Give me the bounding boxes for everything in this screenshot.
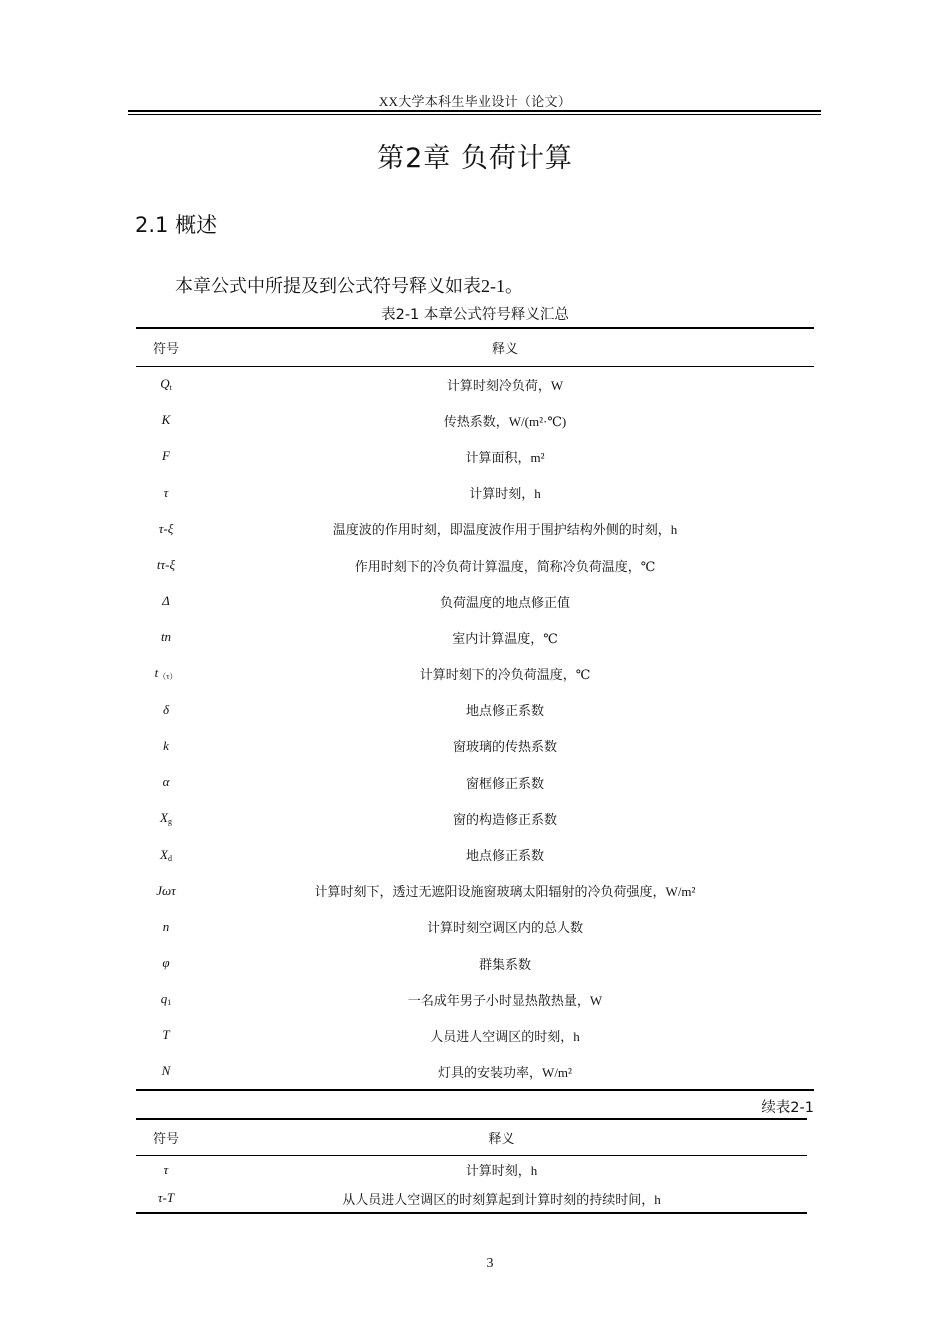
meaning-cell: 计算时刻下的冷负荷温度，℃ [419, 667, 591, 683]
table-header-row [136, 328, 814, 366]
table-row [136, 945, 814, 981]
section-title: 2.1 概述 [135, 213, 218, 237]
symbol-cell: N [161, 1063, 171, 1079]
meaning-cell: 计算时刻，h [469, 486, 541, 502]
table-row [136, 1184, 807, 1213]
header-meaning: 释义 [196, 1119, 807, 1155]
table-row [136, 619, 814, 655]
page-header: XX大学本科生毕业设计（论文） [378, 94, 572, 109]
symbol-cell: $q_1$ [160, 991, 172, 1008]
table-row [136, 909, 814, 945]
meaning-cell: 人员进人空调区的时刻，h [430, 1028, 580, 1044]
symbol-cell: F [162, 448, 170, 464]
meaning-cell: 计算时刻下，透过无遮阳设施窗玻璃太阳辐射的冷负荷强度，W/m² [314, 884, 696, 900]
table-row [136, 981, 814, 1017]
symbol-cell: τ-ξ [158, 520, 174, 536]
table-row [136, 728, 814, 764]
table-row [136, 692, 814, 728]
meaning-cell: 窗框修正系数 [465, 775, 544, 791]
table-row [136, 366, 814, 402]
symbol-cell: $X_g$ [160, 810, 172, 827]
header-symbol: 符号 [136, 328, 196, 366]
meaning-cell: 灯具的安装功率，W/m² [438, 1064, 572, 1080]
symbol-cell: Δ [162, 593, 170, 609]
table-row [136, 511, 814, 547]
symbol-cell: n [162, 918, 170, 934]
table-header-row [136, 1119, 807, 1155]
table-row [136, 438, 814, 474]
symbol-cell: $X_d$ [160, 846, 172, 863]
table-row [136, 1155, 807, 1184]
meaning-cell: 窗玻璃的传热系数 [452, 739, 557, 755]
symbol-cell: $Q_t$ [160, 376, 172, 393]
symbol-cell: K [161, 412, 171, 428]
symbol-cell: δ [162, 701, 170, 717]
symbol-cell: $t_{(\tau)}$ [154, 665, 178, 682]
table-row [136, 800, 814, 836]
table-row [136, 873, 814, 909]
meaning-cell: 计算面积，m² [465, 449, 545, 465]
meaning-cell: 窗的构造修正系数 [452, 811, 557, 827]
symbol-cell: T [162, 1027, 170, 1043]
table-row [136, 656, 814, 692]
table-row [136, 475, 814, 511]
meaning-cell: 计算时刻冷负荷，W [446, 377, 564, 393]
header-meaning: 释义 [196, 328, 814, 366]
symbol-cell: τ-T [157, 1190, 175, 1205]
meaning-cell: 负荷温度的地点修正值 [439, 594, 570, 610]
header-symbol: 符号 [136, 1119, 196, 1155]
meaning-cell: 地点修正系数 [465, 848, 544, 864]
meaning-cell: 群集系数 [478, 956, 531, 972]
table-row [136, 1054, 814, 1090]
meaning-cell: 地点修正系数 [465, 703, 544, 719]
page-number: 3 [486, 1256, 494, 1271]
meaning-cell: 一名成年男子小时显热散热量，W [407, 992, 603, 1008]
table-row [136, 764, 814, 800]
symbol-cell: tτ-ξ [156, 557, 176, 573]
meaning-cell: 室内计算温度，℃ [452, 630, 558, 646]
symbol-cell: tn [160, 629, 172, 645]
table-row [136, 1017, 814, 1053]
intro-paragraph: 本章公式中所提及到公式符号释义如表2-1。 [175, 276, 523, 296]
chapter-title: 第2章 负荷计算 [377, 143, 573, 174]
table-row [136, 583, 814, 619]
meaning-cell: 作用时刻下的冷负荷计算温度，简称冷负荷温度，℃ [354, 558, 656, 574]
symbol-cell: φ [162, 955, 170, 971]
continued-symbol-table [136, 1118, 807, 1214]
symbol-table [136, 327, 814, 1091]
table-row [136, 836, 814, 872]
continued-table-label: 续表2-1 [761, 1100, 814, 1116]
meaning-cell: 计算时刻，h [465, 1163, 538, 1179]
meaning-cell: 温度波的作用时刻，即温度波作用于围护结构外侧的时刻，h [332, 522, 678, 538]
symbol-cell: τ [163, 1161, 169, 1177]
table-row [136, 547, 814, 583]
symbol-cell: τ [163, 484, 169, 500]
meaning-cell: 传热系数，W/(m²·℃) [443, 413, 567, 429]
symbol-cell: k [163, 737, 169, 753]
symbol-cell: α [162, 774, 170, 790]
header-rule-thin [128, 114, 821, 115]
header-rule-thick [128, 110, 821, 112]
table-row [136, 402, 814, 438]
meaning-cell: 计算时刻空调区内的总人数 [426, 920, 583, 936]
symbol-cell: Jωτ [156, 882, 176, 898]
table-caption: 表2-1 本章公式符号释义汇总 [381, 307, 569, 323]
meaning-cell: 从人员进人空调区的时刻算起到计算时刻的持续时间，h [342, 1191, 661, 1207]
